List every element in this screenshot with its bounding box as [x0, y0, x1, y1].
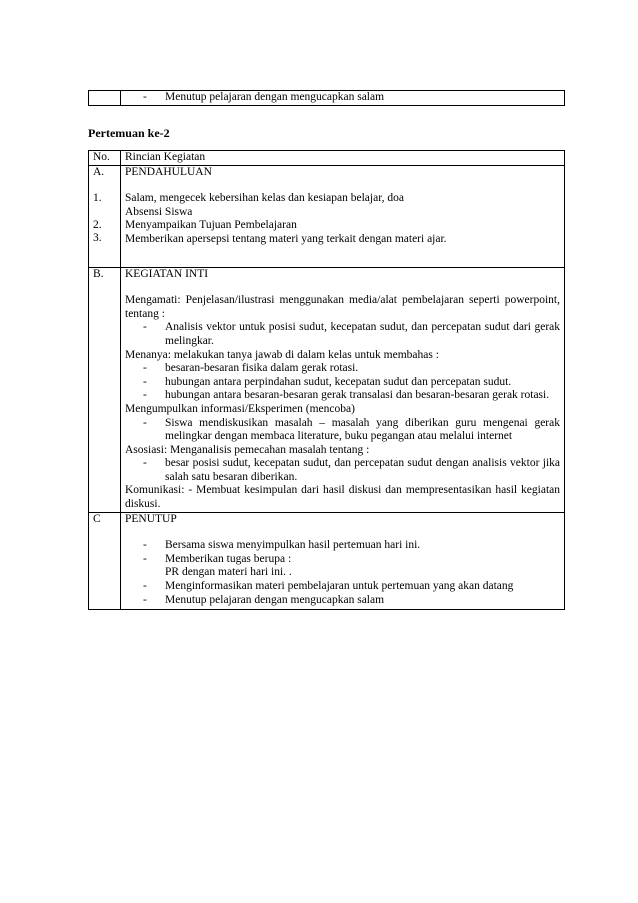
section-title: KEGIATAN INTI	[125, 267, 209, 280]
section-title: PENUTUP	[125, 512, 177, 525]
table-row-inti	[89, 267, 565, 512]
table-cell-activity: KEGIATAN INTI Mengamati: Penjelasan/ilustrasi menggunakan media/alat pembelajaran seperti powerpoint, tentang : - Analisis vektor untuk posisi sudut, kecepatan sudut, dan percepatan sudut dari gerak melingkar. Menanya: melakukan tanya jawab di dalam kelas untuk membahas : - besaran-besaran fisika dalam gerak rotasi. - hubungan antara perpindahan sudut, kecepatan sudut dan percepatan sudut. - hubungan antara besaran-besaran gerak transalasi dan besaran-besaran gerak rotasi. Mengumpulkan informasi/Eksperimen (mencoba) - Siswa mendiskusikan masalah – masalah yang diberikan guru mengenai gerak melingkar dengan membaca literature, buku pegangan atau melalui internet Asosiasi: Menganalisis pemecahan masalah tentang : - besar posisi sudut, kecepatan sudut, dan percepatan sudut dengan analisis vektor jika salah satu besaran diberikan. Komunikasi: - Membuat kesimpulan dari hasil diskusi dan mempresentasikan hasil kegiatan diskusi.	[121, 267, 565, 512]
list-item: - hubungan antara besaran-besaran gerak transalasi dan besaran-besaran gerak rotasi.	[143, 389, 550, 402]
table-cell-no: A. 1. 2. 3.	[89, 165, 121, 267]
table-row-pendahuluan	[89, 165, 565, 267]
list-item: - Menutup pelajaran dengan mengucapkan salam	[143, 593, 385, 606]
list-item: - besaran-besaran fisika dalam gerak rotasi.	[143, 362, 359, 375]
header-activity: Rincian Kegiatan	[121, 151, 565, 166]
table-header-row	[89, 151, 565, 166]
table-cell-no: C	[89, 512, 121, 610]
table-cell-activity: PENDAHULUAN Salam, mengecek kebersihan kelas dan kesiapan belajar, doa Absensi Siswa Menyampaikan Tujuan Pembelajaran Memberikan apersepsi tentang materi yang terkait dengan materi ajar.	[121, 165, 565, 267]
list-item: - Bersama siswa menyimpulkan hasil pertemuan hari ini.	[143, 539, 421, 552]
table-row	[89, 91, 565, 106]
table-cell-activity: PENUTUP - Bersama siswa menyimpulkan hasil pertemuan hari ini. - Memberikan tugas berupa : PR dengan materi hari ini. . - Menginformasikan materi pembelajaran untuk pertemuan yang akan datang - Menutup pelajaran dengan mengucapkan salam	[121, 512, 565, 610]
list-item: - Analisis vektor untuk posisi sudut, kecepatan sudut, dan percepatan sudut dari gerak melingkar.	[143, 321, 560, 347]
list-item: - Menutup pelajaran dengan mengucapkan salam	[143, 91, 385, 103]
table-cell-no: B.	[89, 267, 121, 512]
section-heading: Pertemuan ke-2	[88, 126, 170, 140]
activity-table	[88, 150, 565, 610]
list-item: - Menginformasikan materi pembelajaran untuk pertemuan yang akan datang	[143, 580, 514, 593]
table-cell-no	[89, 91, 121, 106]
header-no: No.	[89, 151, 121, 166]
list-item: - besar posisi sudut, kecepatan sudut, dan percepatan sudut dengan analisis vektor jika salah satu besaran diberikan.	[143, 457, 560, 483]
table-cell-activity	[121, 91, 565, 106]
continued-table	[88, 90, 565, 106]
table-row-penutup	[89, 512, 565, 610]
section-title: PENDAHULUAN	[125, 165, 212, 178]
list-item: - hubungan antara perpindahan sudut, kecepatan sudut dan percepatan sudut.	[143, 375, 512, 388]
list-item: - Siswa mendiskusikan masalah – masalah yang diberikan guru mengenai gerak melingkar dengan membaca literature, buku pegangan atau melalui internet	[143, 416, 560, 443]
list-item: - Memberikan tugas berupa :	[143, 552, 292, 565]
